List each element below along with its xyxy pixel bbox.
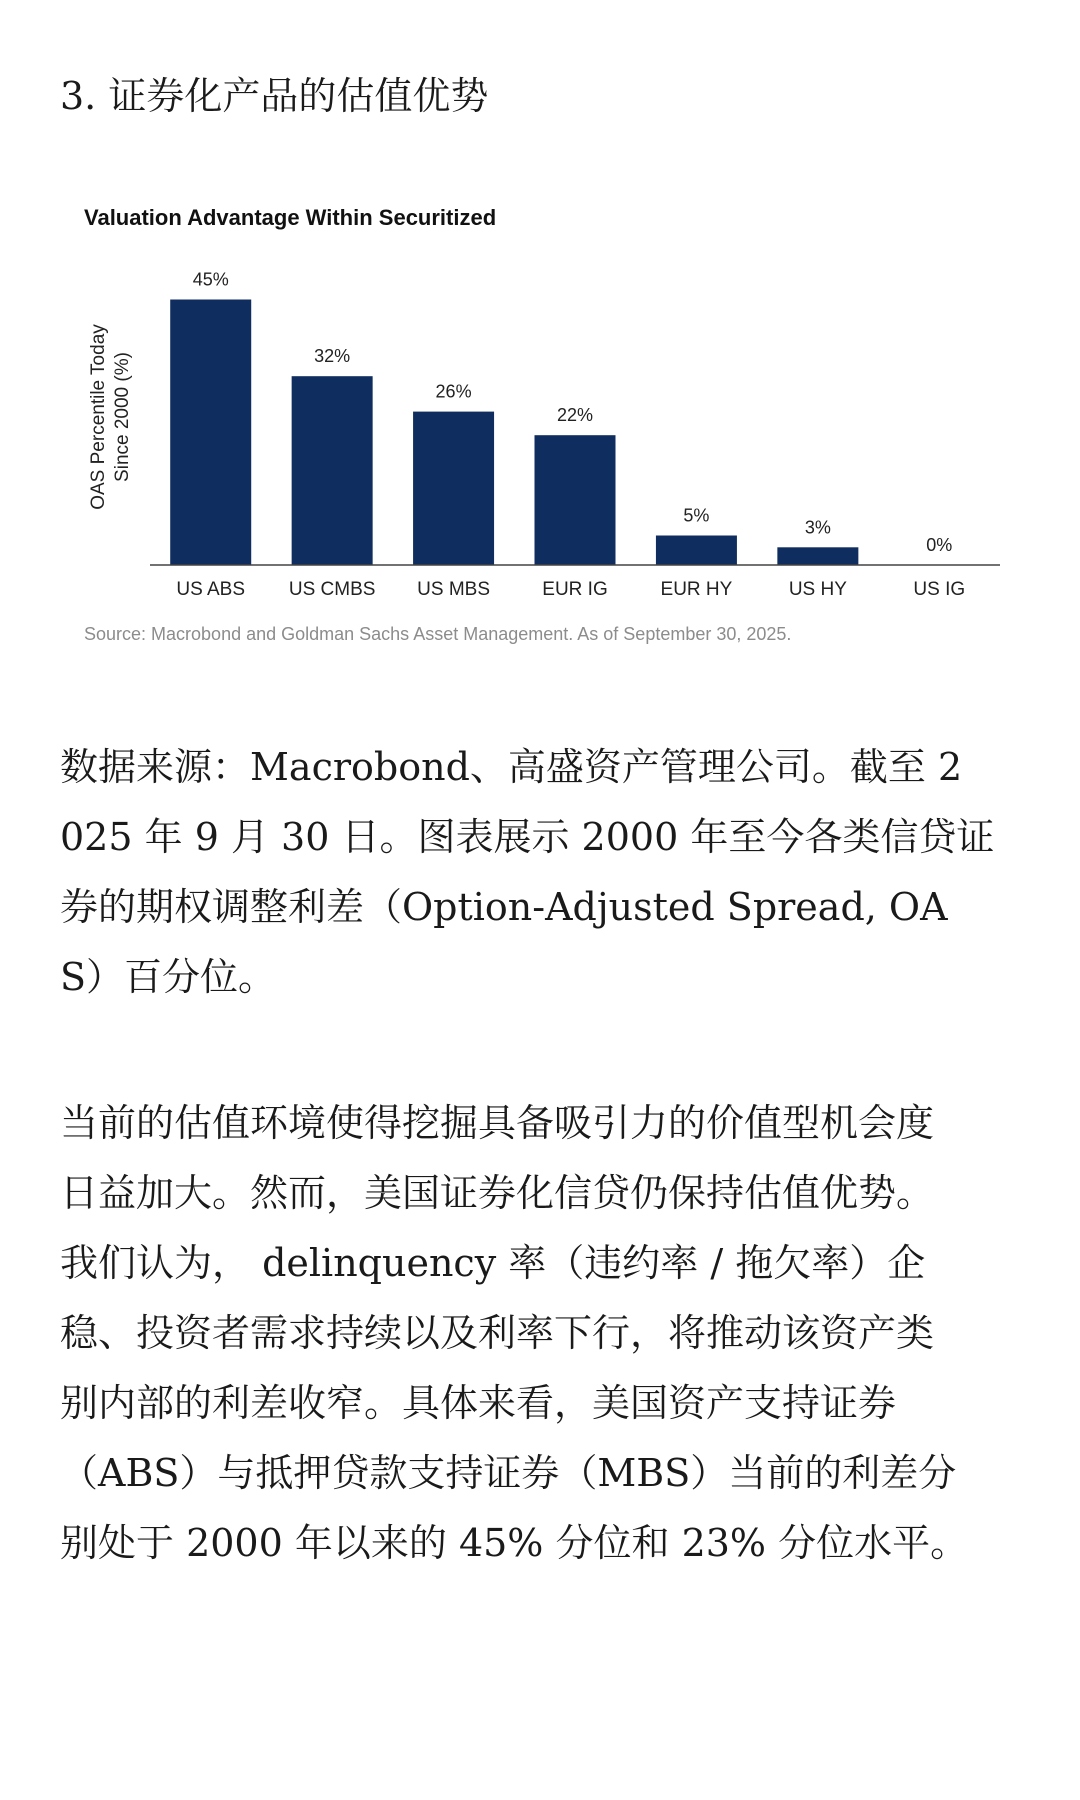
x-tick-label: US MBS [417, 579, 491, 600]
data-label: 0% [926, 535, 953, 555]
paragraph-line: 稳、投资者需求持续以及利率下行，将推动该资产类 [60, 1311, 935, 1355]
paragraph-line: 日益加大。然而，美国证券化信贷仍保持估值优势。 [60, 1171, 935, 1215]
bar-us-cmbs [292, 376, 373, 565]
paragraph-line: （ABS）与抵押贷款支持证券（MBS）当前的利差分 [60, 1451, 957, 1495]
bar-chart [80, 205, 1020, 625]
bar-eur-ig [535, 435, 616, 565]
paragraph-line: S）百分位。 [60, 955, 277, 999]
x-tick-label: EUR IG [542, 579, 608, 600]
data-label: 3% [804, 517, 831, 538]
y-axis-title-line: Since 2000 (%) [112, 352, 133, 482]
bar-eur-hy [656, 536, 737, 566]
data-label: 45% [192, 269, 229, 290]
data-label: 5% [683, 505, 710, 526]
paragraph-line: 券的期权调整利差（Option-Adjusted Spread, OA [60, 885, 948, 929]
paragraph-data-source [60, 732, 1030, 1012]
chart-container [80, 205, 1020, 655]
chart-title: Valuation Advantage Within Securitized [84, 205, 497, 230]
x-tick-label: US IG [913, 579, 966, 600]
x-tick-label: EUR HY [660, 579, 733, 600]
paragraph-analysis [60, 1088, 1030, 1578]
source-note: Source: Macrobond and Goldman Sachs Asset Management. As of September 30, 2025. [84, 624, 792, 644]
paragraph-line: 当前的估值环境使得挖掘具备吸引力的价值型机会度 [60, 1101, 935, 1145]
x-tick-label: US HY [788, 579, 847, 600]
data-label: 22% [556, 405, 594, 426]
paragraph-line: 别内部的利差收窄。具体来看，美国资产支持证券 [60, 1381, 897, 1425]
paragraph-line: 别处于 2000 年以来的 45% 分位和 23% 分位水平。 [60, 1521, 969, 1565]
x-tick-label: US ABS [176, 579, 246, 600]
bar-us-abs [170, 300, 251, 566]
bar-us-mbs [413, 412, 494, 565]
data-label: 26% [435, 381, 472, 402]
paragraph-line: 我们认为， delinquency 率（违约率 / 拖欠率）企 [60, 1241, 926, 1285]
y-axis-title-line: OAS Percentile Today [88, 324, 109, 510]
x-tick-label: US CMBS [288, 579, 376, 600]
section-title: 3. 证券化产品的估值优势 [60, 74, 489, 118]
paragraph-line: 数据来源：Macrobond、高盛资产管理公司。截至 2 [60, 745, 963, 789]
bar-us-hy [777, 547, 858, 565]
data-label: 32% [314, 346, 351, 367]
paragraph-line: 025 年 9 月 30 日。图表展示 2000 年至今各类信贷证 [60, 815, 995, 859]
